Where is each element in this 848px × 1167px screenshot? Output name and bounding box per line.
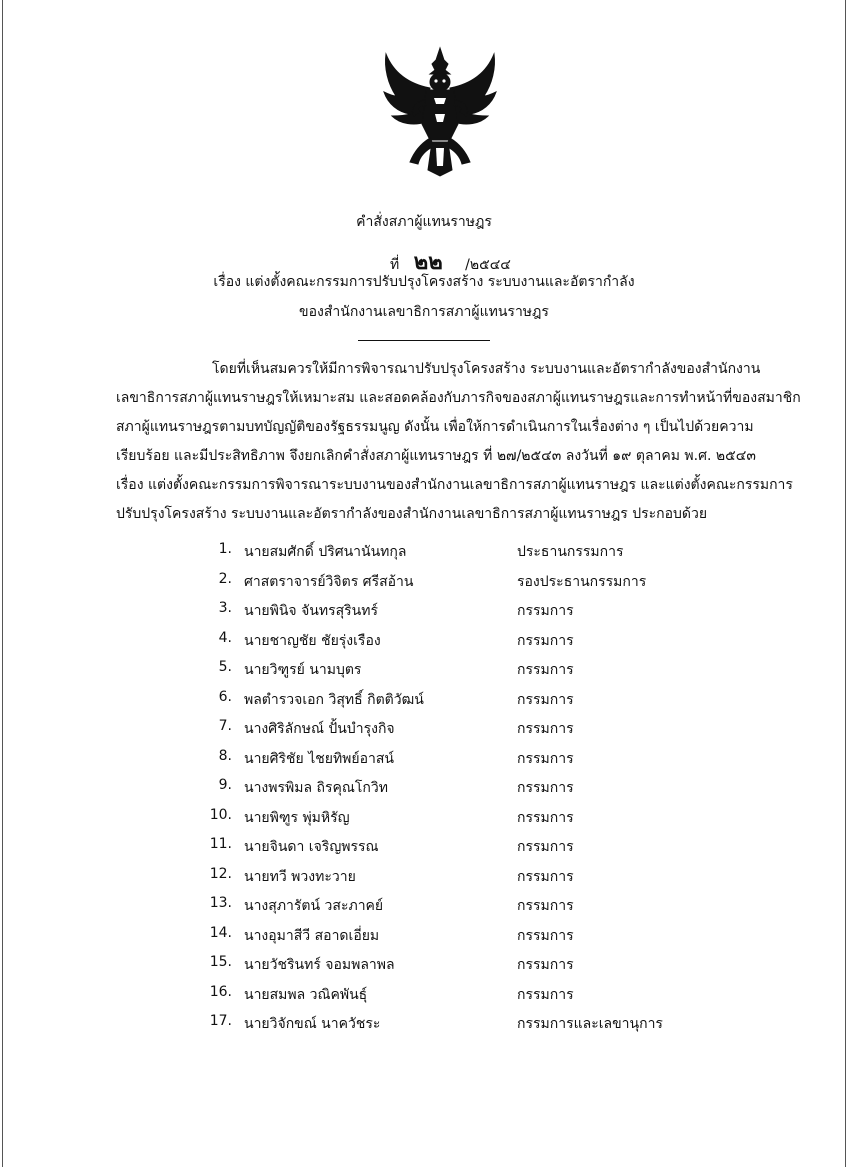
member-role: กรรมการ bbox=[517, 809, 574, 826]
member-number: 15. bbox=[209, 954, 232, 970]
member-role: กรรมการ bbox=[517, 780, 574, 796]
member-row bbox=[0, 718, 848, 740]
subject-line-1: เรื่อง แต่งตั้งคณะกรรมการปรับปรุงโครงสร้าง ระบบงานและอัตรากำลัง bbox=[213, 274, 635, 290]
member-number: 9. bbox=[218, 777, 232, 793]
member-name: นายวัชรินทร์ จอมพลาพล bbox=[244, 957, 395, 973]
member-row bbox=[0, 866, 848, 888]
member-row bbox=[0, 659, 848, 681]
member-name: นางศิริลักษณ์ ปั้นบำรุงกิจ bbox=[244, 721, 395, 737]
body-line: เรียบร้อย และมีประสิทธิภาพ จึงยกเลิกคำสั่งสภาผู้แทนราษฎร ที่ ๒๗/๒๕๔๓ ลงวันที่ ๑๙ ตุลาคม พ.ศ. ๒๕๔๓ bbox=[116, 448, 756, 464]
member-number: 10. bbox=[209, 806, 232, 823]
body-line: โดยที่เห็นสมควรให้มีการพิจารณาปรับปรุงโครงสร้าง ระบบงานและอัตรากำลังของสำนักงาน bbox=[212, 361, 761, 377]
member-role: กรรมการ bbox=[517, 927, 574, 944]
member-number: 11. bbox=[209, 836, 232, 852]
member-role: รองประธานกรรมการ bbox=[517, 573, 647, 590]
member-number: 4. bbox=[218, 629, 232, 646]
member-number: 14. bbox=[209, 924, 232, 941]
member-name: นายสมศักดิ์ ปริศนานันทกุล bbox=[244, 544, 407, 560]
member-row bbox=[0, 954, 848, 976]
order-year: /๒๕๔๔ bbox=[465, 257, 511, 273]
member-row bbox=[0, 807, 848, 829]
member-number: 12. bbox=[209, 865, 232, 882]
member-row bbox=[0, 748, 848, 770]
member-name: นายวิจักขณ์ นาควัชระ bbox=[244, 1016, 381, 1032]
member-role: กรรมการ bbox=[517, 691, 574, 708]
subject-line-2: ของสำนักงานเลขาธิการสภาผู้แทนราษฎร bbox=[299, 304, 549, 320]
member-number: 8. bbox=[218, 747, 232, 764]
member-role: กรรมการ bbox=[517, 750, 574, 767]
member-name: นายจินดา เจริญพรรณ bbox=[244, 839, 379, 855]
member-row bbox=[0, 541, 848, 563]
member-number: 17. bbox=[209, 1013, 232, 1029]
member-role: ประธานกรรมการ bbox=[517, 544, 624, 560]
header-divider bbox=[358, 340, 490, 341]
member-number: 5. bbox=[218, 659, 232, 675]
member-role: กรรมการ bbox=[517, 721, 574, 737]
member-number: 7. bbox=[218, 718, 232, 734]
member-number: 6. bbox=[218, 688, 232, 705]
body-line: ปรับปรุงโครงสร้าง ระบบงานและอัตรากำลังของสำนักงานเลขาธิการสภาผู้แทนราษฎร ประกอบด้วย bbox=[116, 506, 708, 522]
body-paragraph bbox=[116, 355, 801, 529]
member-number: 13. bbox=[209, 895, 232, 911]
member-row bbox=[0, 777, 848, 799]
member-row bbox=[0, 1013, 848, 1035]
member-role: กรรมการ bbox=[517, 839, 574, 855]
member-role: กรรมการ bbox=[517, 662, 574, 678]
body-line: เลขาธิการสภาผู้แทนราษฎรให้เหมาะสม และสอดคล้องกับภารกิจของสภาผู้แทนราษฎรและการทำหน้าที่ของสมาชิก bbox=[116, 390, 801, 406]
member-role: กรรมการและเลขานุการ bbox=[517, 1016, 663, 1032]
member-name: นางอุมาสีวี สอาดเอี่ยม bbox=[244, 927, 380, 944]
member-name: นายวิฑูรย์ นามบุตร bbox=[244, 662, 362, 678]
member-name: นางพรพิมล ถิรคุณโกวิท bbox=[244, 780, 388, 796]
body-line: สภาผู้แทนราษฎรตามบทบัญญัติของรัฐธรรมนูญ ดังนั้น เพื่อให้การดำเนินการในเรื่องต่าง ๆ เป็นไปด้วยความ bbox=[116, 419, 754, 435]
member-number: 2. bbox=[218, 570, 232, 587]
member-role: กรรมการ bbox=[517, 632, 574, 649]
member-name: นายพิฑูร พุ่มหิรัญ bbox=[244, 809, 350, 826]
member-name: นางสุภารัตน์ วสะภาคย์ bbox=[244, 898, 384, 914]
member-row bbox=[0, 689, 848, 711]
garuda-emblem-icon bbox=[380, 44, 500, 178]
member-row bbox=[0, 984, 848, 1006]
body-line: เรื่อง แต่งตั้งคณะกรรมการพิจารณาระบบงานของสำนักงานเลขาธิการสภาผู้แทนราษฎร และแต่งตั้งคณะกรรมการ bbox=[116, 477, 793, 493]
member-row bbox=[0, 836, 848, 858]
order-title: คำสั่งสภาผู้แทนราษฎร bbox=[356, 214, 492, 230]
member-name: นายชาญชัย ชัยรุ่งเรือง bbox=[244, 632, 381, 649]
order-number: ๒๒ bbox=[413, 250, 443, 275]
member-name: นายทวี พวงทะวาย bbox=[244, 868, 356, 885]
member-name: ศาสตราจารย์วิจิตร ศรีสอ้าน bbox=[244, 573, 414, 590]
member-name: พลตำรวจเอก วิสุทธิ์ กิตติวัฒน์ bbox=[244, 691, 424, 708]
member-name: นายพินิจ จันทรสุรินทร์ bbox=[244, 603, 378, 619]
member-row bbox=[0, 630, 848, 652]
member-name: นายศิริชัย ไชยทิพย์อาสน์ bbox=[244, 750, 394, 767]
order-number-prefix: ที่ bbox=[390, 257, 400, 273]
member-role: กรรมการ bbox=[517, 868, 574, 885]
member-row bbox=[0, 600, 848, 622]
member-name: นายสมพล วณิคพันธุ์ bbox=[244, 986, 368, 1003]
member-role: กรรมการ bbox=[517, 986, 574, 1003]
member-row bbox=[0, 895, 848, 917]
member-role: กรรมการ bbox=[517, 957, 574, 973]
member-number: 1. bbox=[218, 541, 232, 557]
member-row bbox=[0, 571, 848, 593]
member-number: 3. bbox=[218, 600, 232, 616]
member-number: 16. bbox=[209, 983, 232, 1000]
member-role: กรรมการ bbox=[517, 603, 574, 619]
member-role: กรรมการ bbox=[517, 898, 574, 914]
member-row bbox=[0, 925, 848, 947]
